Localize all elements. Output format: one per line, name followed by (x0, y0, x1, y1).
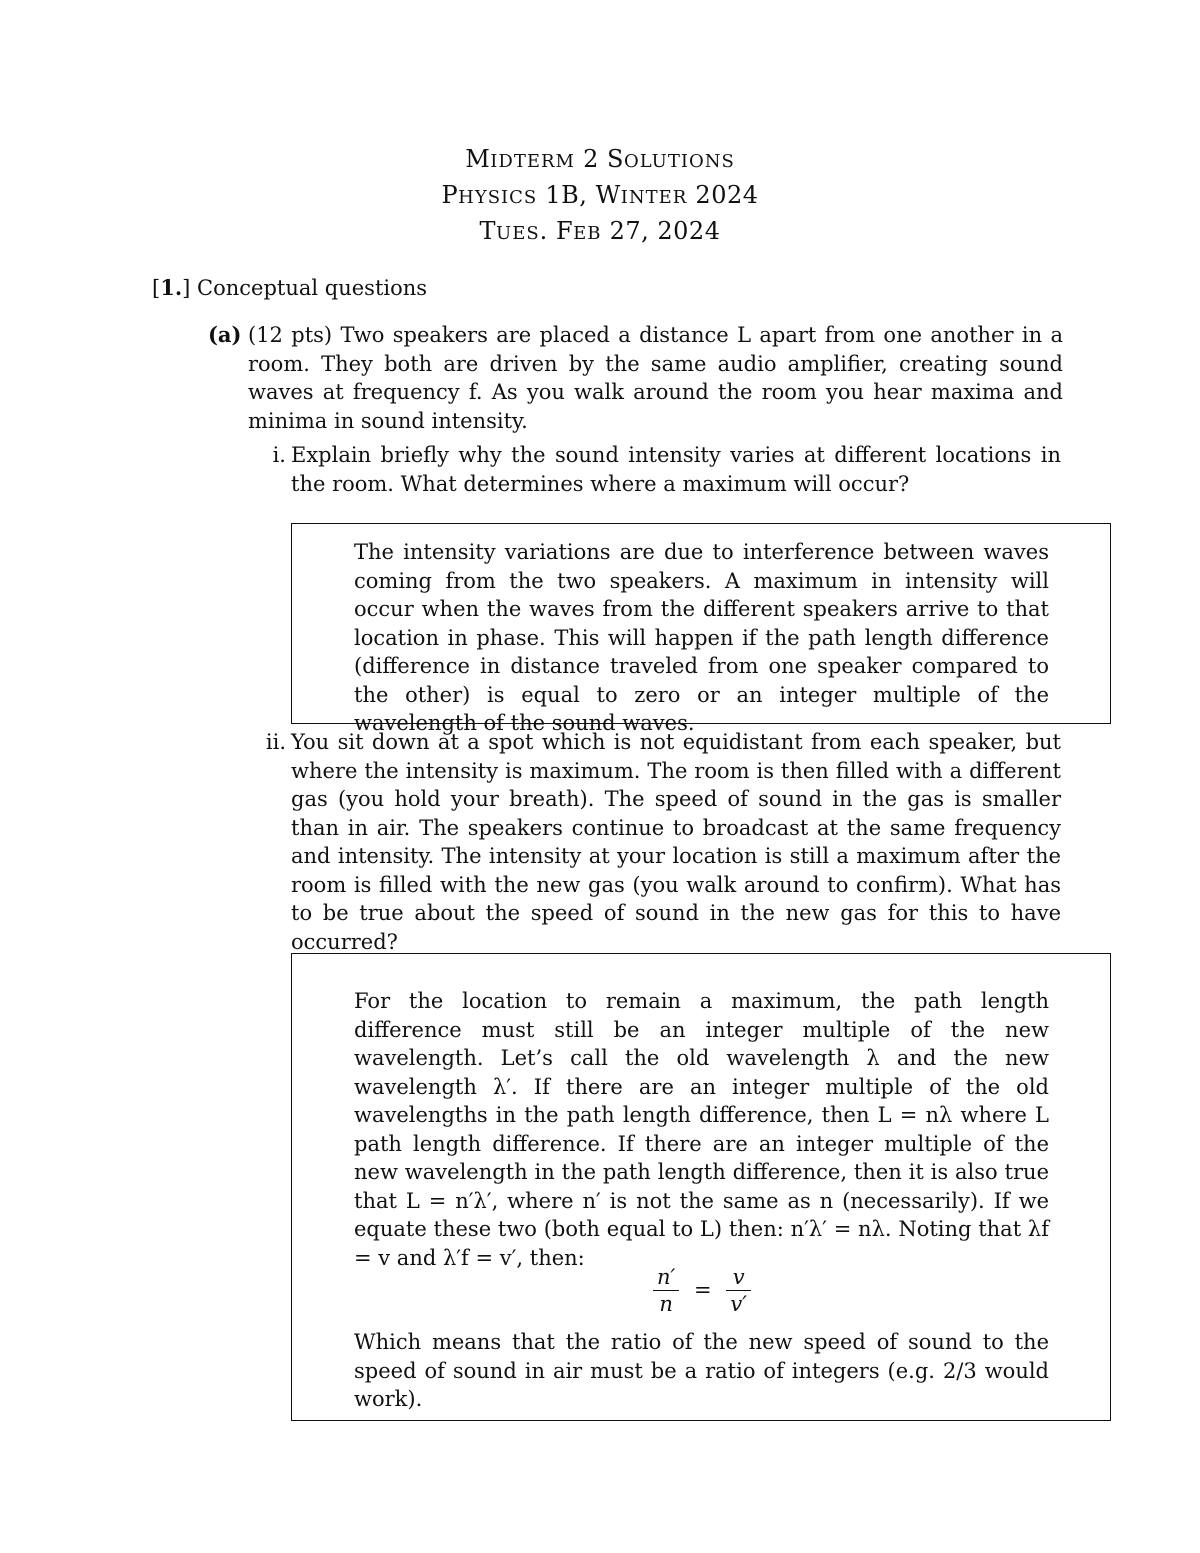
equation-right-fraction: $\frac{v}{v'}$ (726, 1264, 751, 1317)
document-title: MIDTERM 2 SOLUTIONS (465, 145, 735, 173)
answer-i-text: The intensity variations are due to interference between waves coming from the two speakers. A maximum in intensity will occur when the waves from the different speakers arrive to that location in phase. This will happen if the path length difference (difference in distance traveled from one speaker compared to the other) is equal to zero or an integer multiple of the wavelength of the sound waves. (354, 540, 1049, 735)
equation-left-fraction: $\frac{n'}{n}$ (653, 1264, 679, 1317)
sub-i-label: i. (272, 443, 286, 467)
question-1-title: Conceptual questions (197, 276, 428, 300)
answer-ii-paragraph-1: For the location to remain a maximum, the path length difference must still be an integer multiple of the new wavelength. Let’s call the old wavelength λ and the new wavelength λ′. If there are an integer multiple of the old wavelengths in the path length difference, then L = nλ where L path length difference. If there are an integer multiple of the new wavelength in the path length difference, then it is also true that L = n′λ′, where n′ is not the same as n (necessarily). If we equate these two (both equal to L) then: n′λ′ = nλ. Noting that λf = v and λ′f = v′, then: (354, 989, 1049, 1270)
question-1-heading: [1.] Conceptual questions (152, 275, 428, 300)
sub-ii-label: ii. (265, 730, 286, 754)
sub-ii-text: You sit down at a spot which is not equidistant from each speaker, but where the intensity is maximum. The room is then filled with a different gas (you hold your breath). The speed of sound in the gas is smaller than in air. The speakers continue to broadcast at the same frequency and intensity. The intensity at your location is still a maximum after the room is filled with the new gas (you walk around to confirm). What has to be true about the speed of sound in the new gas for this to have occurred? (291, 730, 1061, 954)
answer-box-i (291, 523, 1111, 735)
answer-box-ii (291, 953, 1111, 1421)
answer-ii-paragraph-2: Which means that the ratio of the new speed of sound to the speed of sound in air must be a ratio of integers (e.g. 2/3 would work). (354, 1330, 1049, 1411)
equation-equals: = (694, 1278, 712, 1303)
part-a-label: (a) (208, 322, 242, 347)
ratio-equation (292, 1264, 1112, 1317)
course-title: PHYSICS 1B, WINTER 2024 (441, 181, 759, 209)
sub-i-text: Explain briefly why the sound intensity varies at different locations in the room. What determines where a maximum will occur? (291, 443, 1061, 496)
exam-date: TUES. FEB 27, 2024 (479, 217, 721, 245)
part-a-text: (12 pts) Two speakers are placed a distance L apart from one another in a room. They both are driven by the same audio amplifier, creating sound waves at frequency f. As you walk around the room you hear maxima and minima in sound intensity. (248, 323, 1063, 433)
